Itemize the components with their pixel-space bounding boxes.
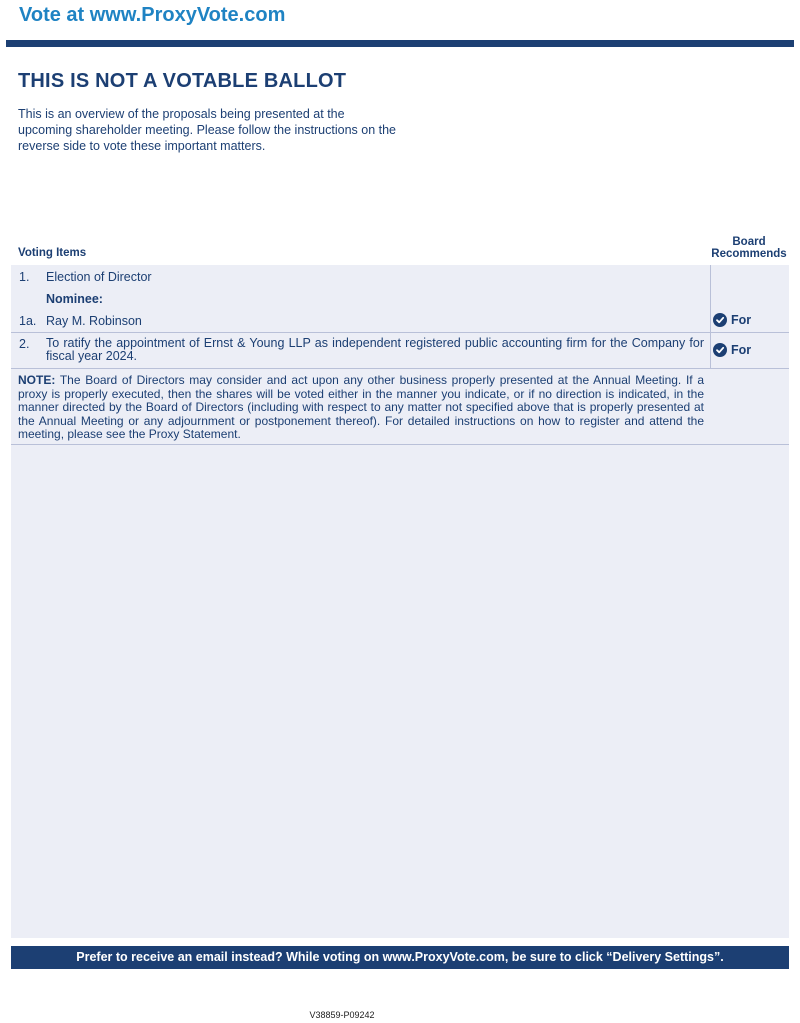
board-header-line1: Board — [732, 236, 766, 248]
proxyvote-link[interactable]: Vote at www.ProxyVote.com — [19, 4, 286, 26]
item-number: 1a. — [19, 314, 37, 328]
voting-items-header: Voting Items — [18, 247, 87, 259]
note-body: The Board of Directors may consider and act upon any other business properly presented at the Annual Meeting. If a proxy is properly executed, then the shares will be voted either in the manner you indicate, or if no direction is indicated, in the manner directed by the Board of Directors (including with respect to any matter not specified above that is properly presented at the Annual Meeting or any adjournment or postponement thereof). For detailed instructions on how to register and attend the meeting, please see the Proxy Statement. — [18, 373, 704, 441]
check-circle-icon — [713, 343, 727, 357]
intro-text: This is an overview of the proposals being presented at the upcoming shareholder meeting. Please follow the instructions on the reverse side to vote these important matters. — [18, 107, 396, 153]
delivery-settings-banner: Prefer to receive an email instead? While voting on www.ProxyVote.com, be sure to click “Delivery Settings”. — [11, 946, 789, 969]
page-title: THIS IS NOT A VOTABLE BALLOT — [18, 70, 347, 92]
board-header-line2: Recommends — [711, 248, 787, 260]
voting-items-panel — [11, 265, 789, 938]
item-number: 1. — [19, 270, 30, 284]
row-divider — [11, 332, 789, 333]
note-label: NOTE: — [18, 373, 56, 387]
row-divider — [11, 368, 789, 369]
recommendation-for — [713, 343, 751, 357]
board-recommends-header — [706, 236, 792, 260]
header-divider — [6, 40, 794, 47]
item-number: 2. — [19, 337, 30, 351]
document-code: V38859-P09242 — [309, 1010, 375, 1020]
nominee-label: Nominee: — [46, 292, 103, 306]
recommendation-for — [713, 313, 751, 327]
item-text: Ray M. Robinson — [46, 314, 142, 328]
recommendation-label: For — [731, 343, 752, 357]
recommendation-label: For — [731, 313, 752, 327]
item-text: To ratify the appointment of Ernst & Young LLP as independent registered public accounting firm for the Company for fiscal year 2024. — [46, 336, 704, 363]
check-circle-icon — [713, 313, 727, 327]
row-divider — [11, 444, 789, 445]
note-text — [18, 374, 704, 442]
item-text: Election of Director — [46, 270, 152, 284]
column-divider — [710, 265, 711, 369]
